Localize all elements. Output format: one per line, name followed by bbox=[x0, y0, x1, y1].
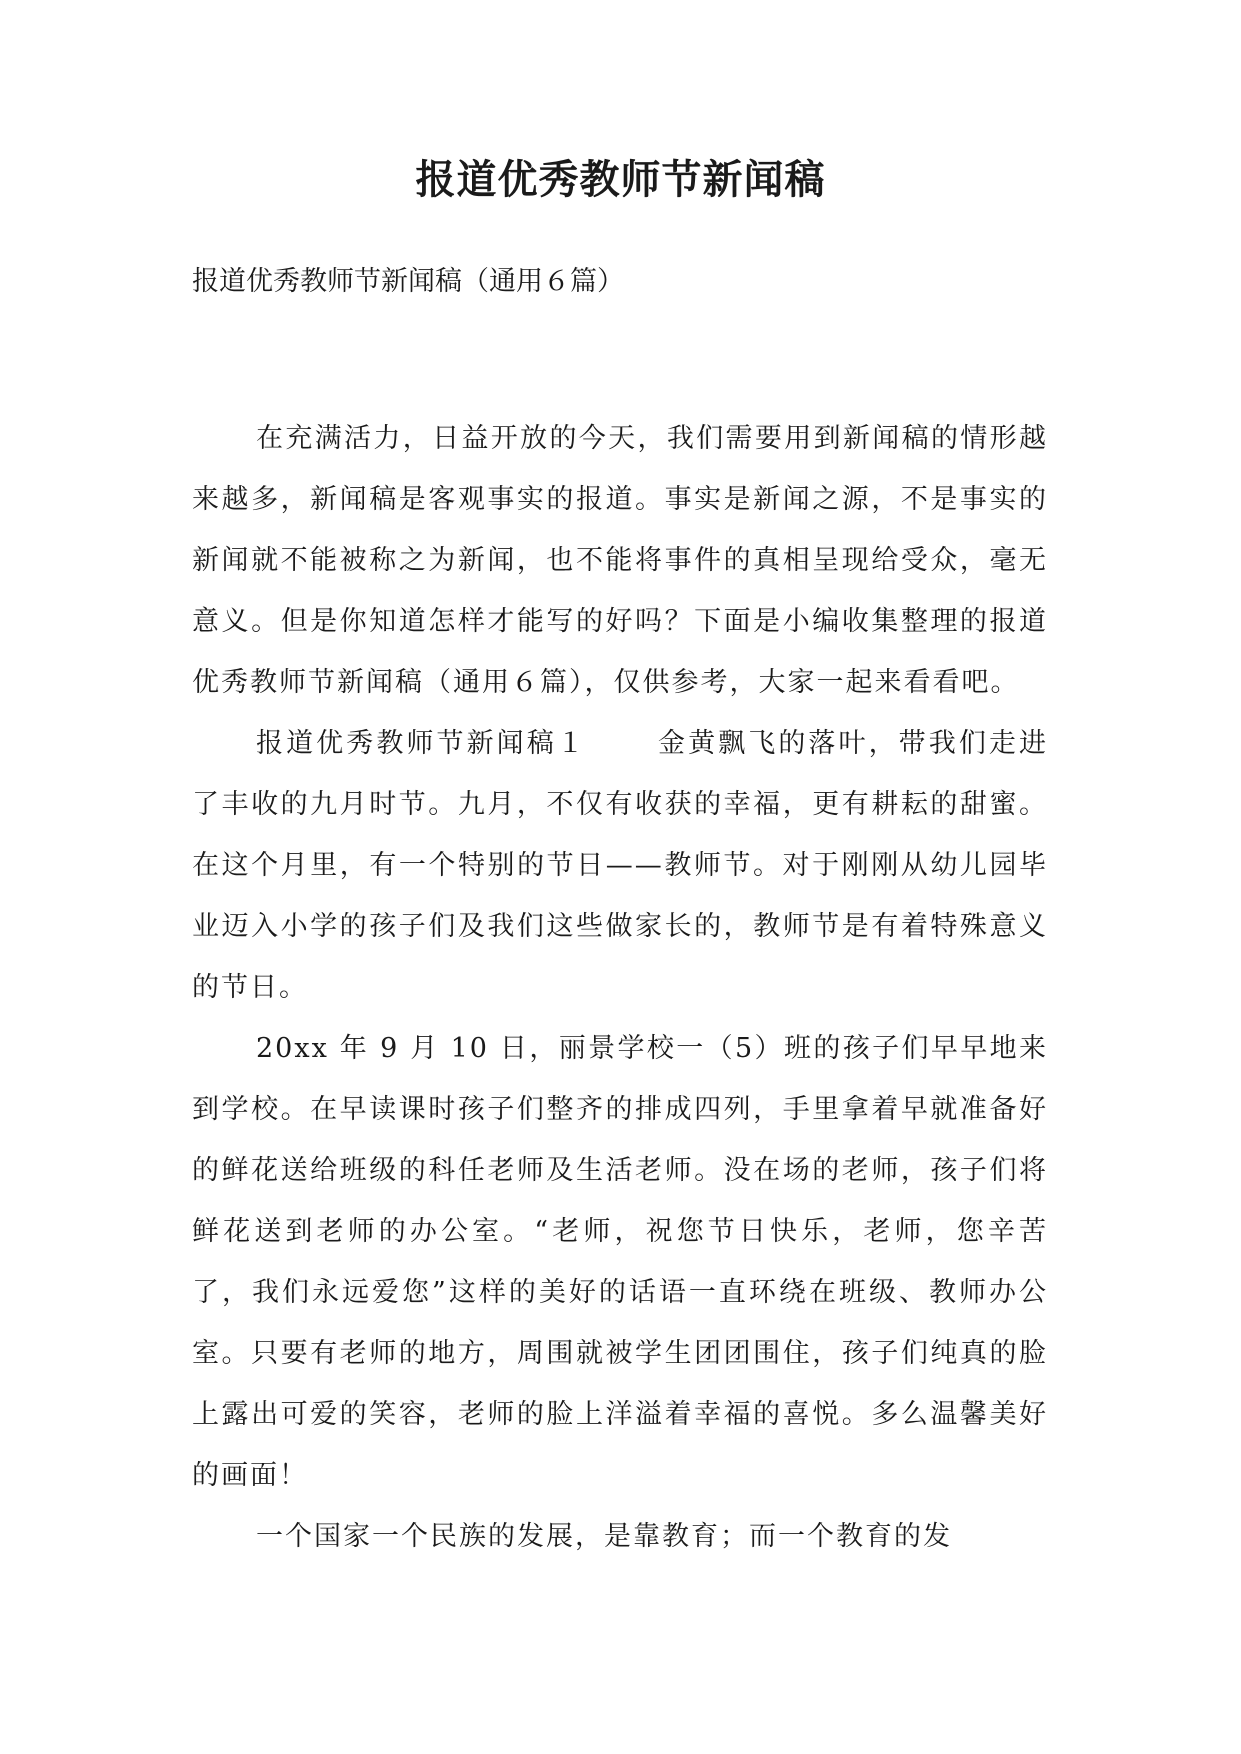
article-1-heading: 报道优秀教师节新闻稿１ bbox=[256, 728, 587, 759]
document-subtitle: 报道优秀教师节新闻稿（通用６篇） bbox=[192, 266, 624, 297]
intro-paragraph: 在充满活力，日益开放的今天，我们需要用到新闻稿的情形越来越多，新闻稿是客观事实的报道。事实是新闻之源，不是事实的新闻就不能被称之为新闻，也不能将事件的真相呈现给受众，毫无意义。但是你知道怎样才能写的好吗？下面是小编收集整理的报道优秀教师节新闻稿（通用６篇），仅供参考，大家一起来看看吧。 bbox=[192, 423, 1048, 698]
article-1-paragraph-2: 20xx 年 9 月 10 日，丽景学校一（5）班的孩子们早早地来到学校。在早读课时孩子们整齐的排成四列，手里拿着早就准备好的鲜花送给班级的科任老师及生活老师。没在场的老师，孩子们将鲜花送到老师的办公室。“老师，祝您节日快乐，老师，您辛苦了，我们永远爱您”这样的美好的话语一直环绕在班级、教师办公室。只要有老师的地方，周围就被学生团团围住，孩子们纯真的脸上露出可爱的笑容，老师的脸上洋溢着幸福的喜悦。多么温馨美好的画面！ bbox=[192, 1033, 1048, 1491]
document-title: 报道优秀教师节新闻稿 bbox=[415, 157, 826, 203]
document-body bbox=[192, 408, 1048, 1567]
article-1-text: 金黄飘飞的落叶，带我们走进了丰收的九月时节。九月，不仅有收获的幸福，更有耕耘的甜蜜。在这个月里，有一个特别的节日——教师节。对于刚刚从幼儿园毕业迈入小学的孩子们及我们这些做家长的，教师节是有着特殊意义的节日。 bbox=[192, 728, 1049, 1003]
article-1-paragraph-3: 一个国家一个民族的发展，是靠教育；而一个教育的发 bbox=[256, 1521, 952, 1552]
article-1-paragraph bbox=[192, 713, 1048, 1018]
